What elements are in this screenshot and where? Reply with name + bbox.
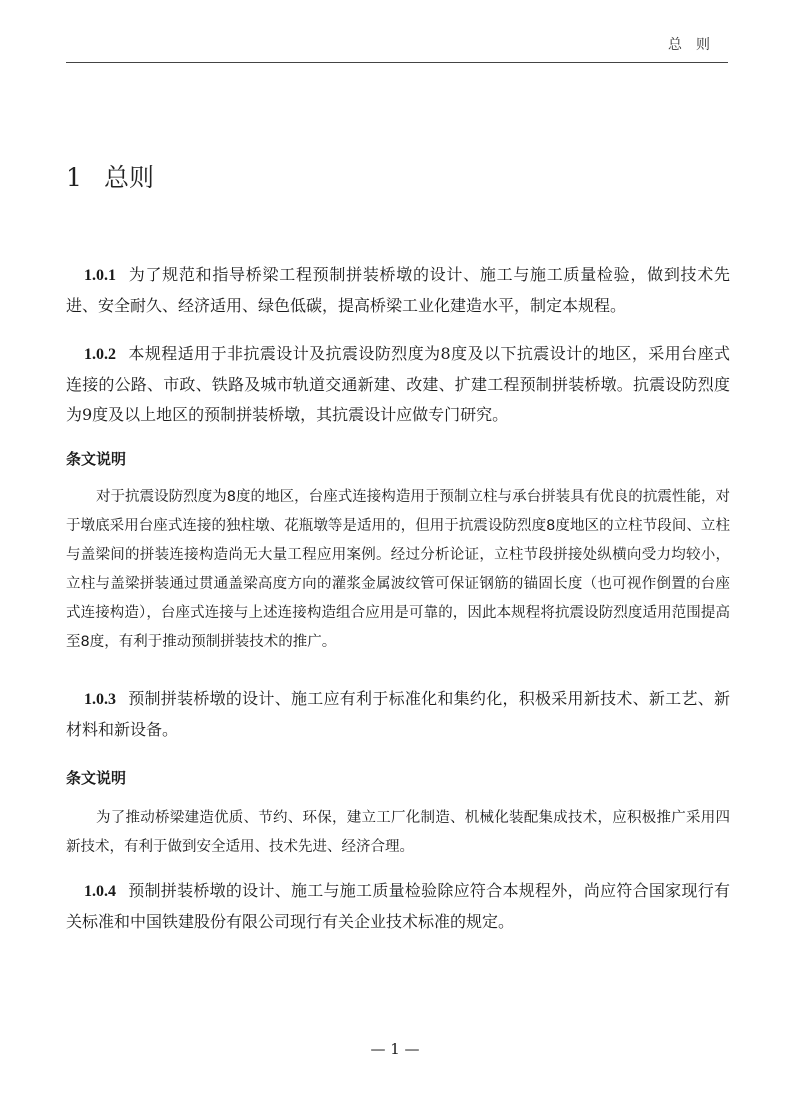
explanation-block-1	[66, 447, 730, 657]
clause-number: 1.0.2	[84, 346, 116, 363]
chapter-title-text: 总则	[104, 163, 155, 192]
clause-1-0-1	[66, 260, 730, 321]
chapter-number: 1	[66, 163, 82, 192]
clause-text: 预制拼装桥墩的设计、施工应有利于标准化和集约化，积极采用新技术、新工艺、新材料和新设备。	[66, 689, 730, 739]
clause-number: 1.0.1	[84, 267, 116, 284]
clause-text: 预制拼装桥墩的设计、施工与施工质量检验除应符合本规程外，尚应符合国家现行有关标准和中国铁建股份有限公司现行有关企业技术标准的规定。	[66, 881, 730, 931]
header-rule	[66, 62, 728, 63]
clause-text: 本规程适用于非抗震设计及抗震设防烈度为8度及以下抗震设计的地区，采用台座式连接的公路、市政、铁路及城市轨道交通新建、改建、扩建工程预制拼装桥墩。抗震设防烈度为9度及以上地区的预制拼装桥墩，其抗震设计应做专门研究。	[66, 344, 730, 424]
explanation-heading: 条文说明	[66, 450, 127, 468]
explanation-text: 对于抗震设防烈度为8度的地区，台座式连接构造用于预制立柱与承台拼装具有优良的抗震性能，对于墩底采用台座式连接的独柱墩、花瓶墩等是适用的，但用于抗震设防烈度8度地区的立柱节段间、立柱与盖梁间的拼装连接构造尚无大量工程应用案例。经过分析论证，立柱节段拼接处纵横向受力均较小，立柱与盖梁拼装通过贯通盖梁高度方向的灌浆金属波纹管可保证钢筋的锚固长度（也可视作倒置的台座式连接构造），台座式连接与上述连接构造组合应用是可靠的，因此本规程将抗震设防烈度适用范围提高至8度，有利于推动预制拼装技术的推广。	[66, 489, 730, 650]
clause-text: 为了规范和指导桥梁工程预制拼装桥墩的设计、施工与施工质量检验，做到技术先进、安全耐久、经济适用、绿色低碳，提高桥梁工业化建造水平，制定本规程。	[66, 265, 730, 315]
running-head: 总则	[668, 37, 724, 53]
clause-1-0-4	[66, 876, 730, 937]
clause-number: 1.0.4	[84, 883, 116, 900]
clause-1-0-3	[66, 684, 730, 745]
chapter-title	[66, 158, 154, 194]
explanation-heading: 条文说明	[66, 769, 127, 787]
explanation-text: 为了推动桥梁建造优质、节约、环保，建立工厂化制造、机械化装配集成技术，应积极推广采用四新技术，有利于做到安全适用、技术先进、经济合理。	[66, 810, 730, 855]
page-number: — 1 —	[370, 1040, 420, 1058]
clause-1-0-2	[66, 339, 730, 430]
explanation-block-2	[66, 766, 730, 862]
clause-number: 1.0.3	[84, 691, 116, 708]
